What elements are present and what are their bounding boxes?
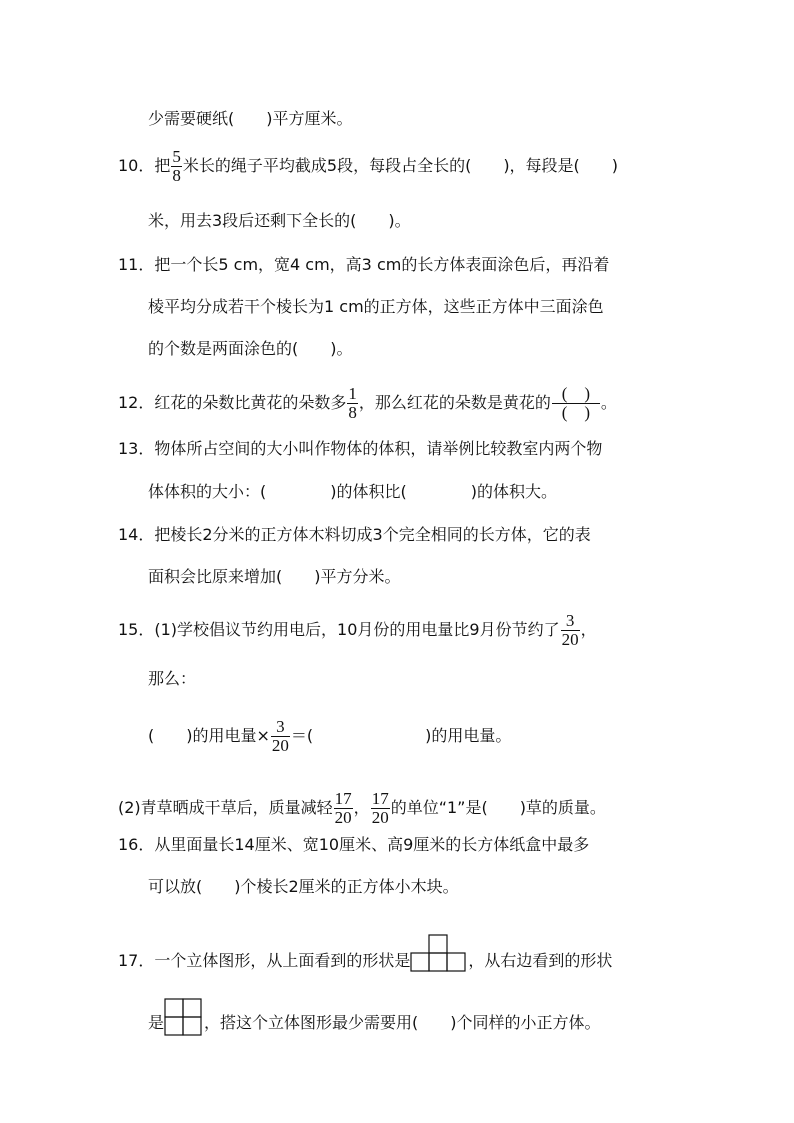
question-15-line2: 那么： — [148, 669, 197, 688]
question-17-line2: 是 ，搭这个立体图形最少需要用( )个同样的小正方体。 — [148, 998, 601, 1036]
answer-fraction-blank[interactable]: $\frac{( )}{( )}$ — [552, 385, 600, 422]
question-15-part2: (2)青草晒成干草后，质量减轻 $\frac{17}{20}$ ， $\frac{17}{20}$ 的单位“1”是( )草的质量。 — [118, 789, 606, 827]
question-number: 11． — [118, 255, 155, 274]
top-view-figure — [410, 934, 468, 972]
question-number: 13． — [118, 439, 155, 458]
right-view-figure — [164, 998, 204, 1036]
question-10-line2: 米，用去3段后还剩下全长的( )。 — [148, 211, 411, 230]
question-11-line2: 棱平均分成若干个棱长为1 cm的正方体，这些正方体中三面涂色 — [148, 297, 604, 316]
question-15: 15．(1)学校倡议节约用电后，10月份的用电量比9月份节约了 $\frac{3}{20}$ ， — [118, 611, 597, 649]
question-13-line2: 体体积的大小：( )的体积比( )的体积大。 — [148, 482, 557, 501]
fraction-3-20-equation: $\frac{3}{20}$ — [271, 717, 289, 755]
question-number: 12． — [118, 393, 155, 412]
question-17: 17．一个立体图形，从上面看到的形状是 ，从右边看到的形状 — [118, 934, 612, 972]
question-14: 14．把棱长2分米的正方体木料切成3个完全相同的长方体，它的表 — [118, 525, 591, 544]
question-16: 16．从里面量长14厘米、宽10厘米、高9厘米的长方体纸盒中最多 — [118, 835, 590, 854]
question-12: 12．红花的朵数比黄花的朵数多 $\frac{1}{8}$ ，那么红花的朵数是黄花的 $\frac{( )}{( )}$ 。 — [118, 384, 617, 422]
fraction-3-20: $\frac{3}{20}$ — [561, 611, 579, 649]
question-14-line2: 面积会比原来增加( )平方分米。 — [148, 567, 401, 586]
question-10: 10．把 $\frac{5}{8}$ 米长的绳子平均截成5段，每段占全长的( )，每段是( ) — [118, 147, 619, 185]
fraction-1-8: $\frac{1}{8}$ — [348, 384, 357, 422]
fraction-17-20: $\frac{17}{20}$ — [334, 789, 352, 827]
question-number: 10． — [118, 156, 155, 175]
question-number: 17． — [118, 951, 155, 970]
question-13: 13．物体所占空间的大小叫作物体的体积，请举例比较教室内两个物 — [118, 439, 603, 458]
question-11: 11．把一个长5 cm，宽4 cm，高3 cm的长方体表面涂色后，再沿着 — [118, 255, 610, 274]
question-number: 14． — [118, 525, 155, 544]
question-number: 16． — [118, 835, 155, 854]
fraction-5-8: $\frac{5}{8}$ — [172, 147, 181, 185]
question-number: 15． — [118, 620, 155, 639]
question-11-line3: 的个数是两面涂色的( )。 — [148, 339, 353, 358]
fraction-17-20-second: $\frac{17}{20}$ — [371, 789, 389, 827]
q9-tail: 少需要硬纸( )平方厘米。 — [148, 109, 353, 128]
question-16-line2: 可以放( )个棱长2厘米的正方体小木块。 — [148, 877, 459, 896]
question-15-equation: ( )的用电量× $\frac{3}{20}$ ＝( )的用电量。 — [148, 717, 512, 755]
